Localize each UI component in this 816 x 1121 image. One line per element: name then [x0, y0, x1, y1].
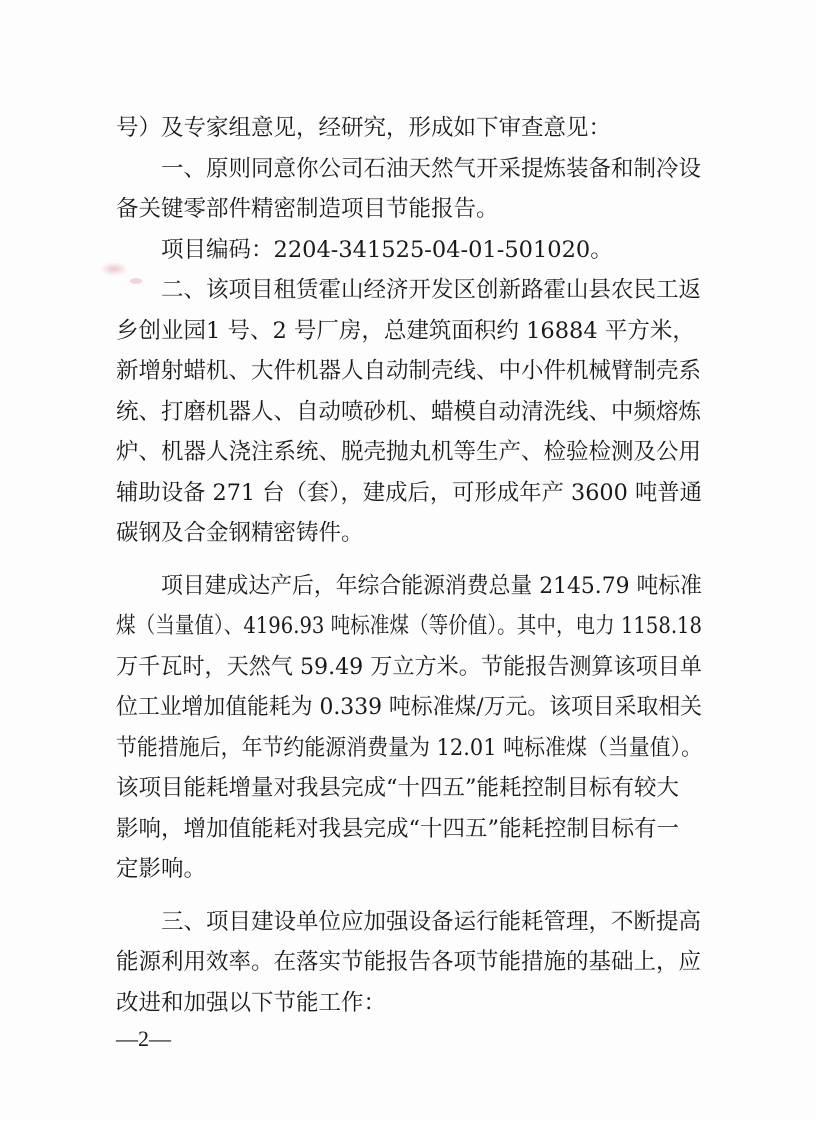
text-line: 能源利用效率。在落实节能报告各项节能措施的基础上，应	[116, 949, 702, 975]
text-line: 改进和加强以下节能工作：	[116, 989, 387, 1016]
text-line: 一、原则同意你公司石油天然气开采提炼装备和制冷设	[161, 155, 702, 182]
text-line: 节能措施后，年节约能源消费量为 12.01 吨标准煤（当量值）。	[116, 734, 702, 761]
text-line: 影响，增加值能耗对我县完成“十四五”能耗控制目标有一	[116, 815, 680, 842]
text-line: 新增射蜡机、大件机器人自动制壳线、中小件机械臂制壳系	[116, 358, 702, 384]
text-line: 炉、机器人浇注系统、脱壳抛丸机等生产、检验检测及公用	[116, 439, 702, 465]
text-line: 碳钢及合金钢精密铸件。	[116, 520, 364, 546]
text-line: 统、打磨机器人、自动喷砂机、蜡模自动清洗线、中频熔炼	[116, 398, 702, 425]
text-line: 二、该项目租赁霍山经济开发区创新路霍山县农民工返	[161, 277, 702, 303]
text-line: 煤（当量值）、4196.93 吨标准煤（等价值）。其中，电力 1158.18	[116, 613, 702, 639]
text-line: 乡创业园1 号、2 号厂房，总建筑面积约 16884 平方米，	[116, 317, 695, 344]
text-line: 项目编码：2204-341525-04-01-501020。	[161, 236, 613, 263]
text-line: 万千瓦时，天然气 59.49 万立方米。节能报告测算该项目单	[116, 653, 702, 680]
page-number: —2—	[116, 1026, 171, 1051]
text-line: 该项目能耗增量对我县完成“十四五”能耗控制目标有较大	[116, 775, 680, 801]
text-line: 辅助设备 271 台（套），建成后，可形成年产 3600 吨普通	[116, 479, 702, 506]
text-line: 位工业增加值能耗为 0.339 吨标准煤/万元。该项目采取相关	[116, 694, 702, 720]
text-line: 定影响。	[116, 856, 207, 882]
text-line: 三、项目建设单位应加强设备运行能耗管理，不断提高	[161, 908, 702, 935]
text-line: 项目建成达产后，年综合能源消费总量 2145.79 吨标准	[161, 572, 702, 599]
text-line: 备关键零部件精密制造项目节能报告。	[116, 196, 499, 222]
text-line: 号）及专家组意见，经研究，形成如下审查意见：	[116, 115, 612, 141]
body-text	[116, 108, 702, 1023]
